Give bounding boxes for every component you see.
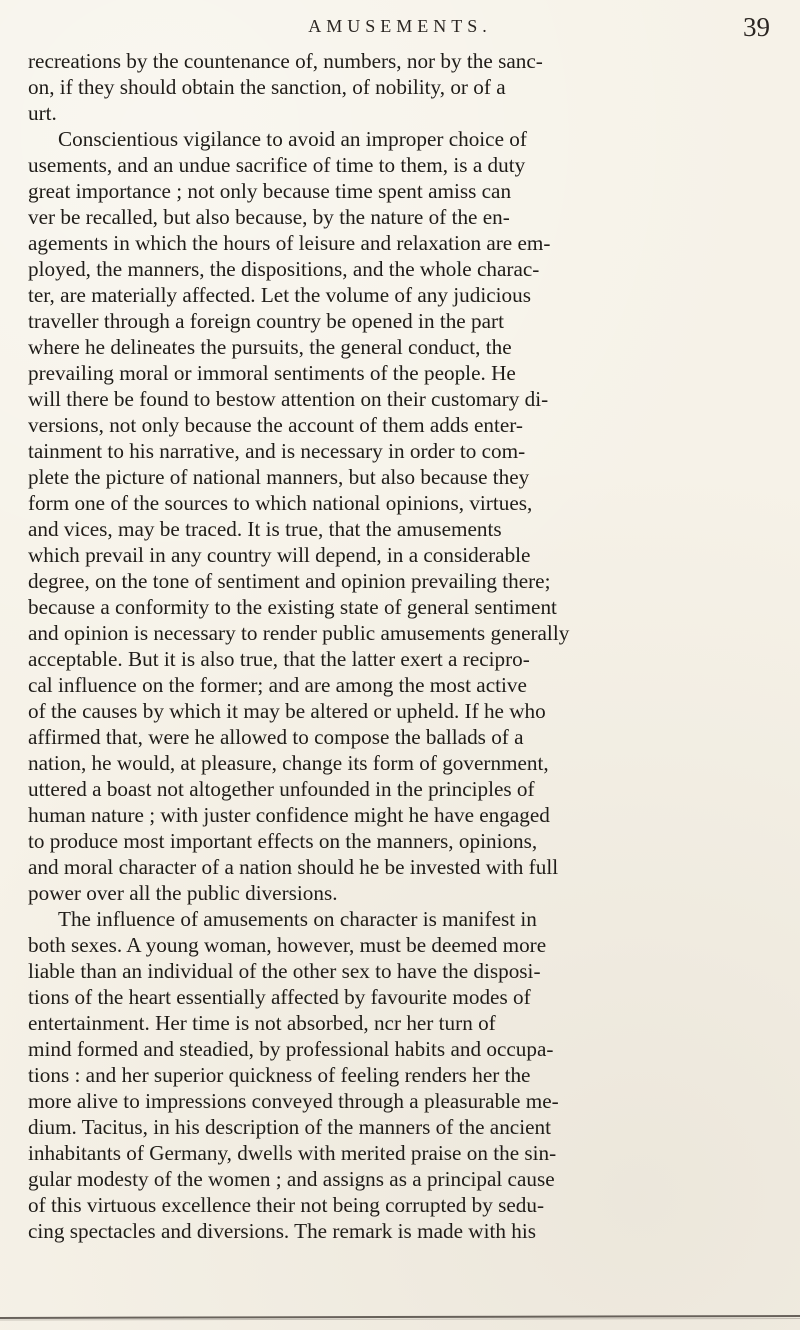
text-line: on, if they should obtain the sanction, of nobility, or of a xyxy=(28,75,506,99)
text-line: great importance ; not only because time spent amiss can xyxy=(28,179,512,203)
text-line: and moral character of a nation should he be invested with full xyxy=(28,855,559,879)
text-line: form one of the sources to which national opinions, virtues, xyxy=(28,491,533,515)
text-line: where he delineates the pursuits, the general conduct, the xyxy=(28,335,512,359)
text-line: nation, he would, at pleasure, change its form of government, xyxy=(28,751,549,775)
text-line: which prevail in any country will depend, in a considerable xyxy=(28,543,531,567)
text-line: acceptable. But it is also true, that the latter exert a recipro- xyxy=(28,647,530,671)
text-line: prevailing moral or immoral sentiments of the people. He xyxy=(28,361,516,385)
paragraph-start-line: Conscientious vigilance to avoid an improper choice of xyxy=(58,127,527,151)
text-line: uttered a boast not altogether unfounded in the principles of xyxy=(28,777,535,801)
text-line: of this virtuous excellence their not being corrupted by sedu- xyxy=(28,1193,545,1217)
text-line: agements in which the hours of leisure and relaxation are em- xyxy=(28,231,551,255)
text-line: and vices, may be traced. It is true, that the amusements xyxy=(28,517,502,541)
text-line: because a conformity to the existing state of general sentiment xyxy=(28,595,557,619)
text-line: mind formed and steadied, by professional habits and occupa- xyxy=(28,1037,554,1061)
text-line: cing spectacles and diversions. The remark is made with his xyxy=(28,1219,536,1243)
text-line: tainment to his narrative, and is necessary in order to com- xyxy=(28,439,526,463)
text-line: power over all the public diversions. xyxy=(28,881,338,905)
text-line: tions : and her superior quickness of feeling renders her the xyxy=(28,1063,531,1087)
text-line: plete the picture of national manners, but also because they xyxy=(28,465,530,489)
bottom-edge-rule xyxy=(0,1312,800,1322)
text-line: and opinion is necessary to render public amusements generally xyxy=(28,621,570,645)
text-line: urt. xyxy=(28,101,57,125)
text-line: dium. Tacitus, in his description of the manners of the ancient xyxy=(28,1115,551,1139)
text-line: human nature ; with juster confidence might he have engaged xyxy=(28,803,550,827)
paragraph-start-line: The influence of amusements on character is manifest in xyxy=(58,907,537,931)
text-line: to produce most important effects on the manners, opinions, xyxy=(28,829,538,853)
text-line: ter, are materially affected. Let the volume of any judicious xyxy=(28,283,531,307)
text-line: gular modesty of the women ; and assigns as a principal cause xyxy=(28,1167,555,1191)
text-line: ployed, the manners, the dispositions, and the whole charac- xyxy=(28,257,540,281)
text-line: tions of the heart essentially affected by favourite modes of xyxy=(28,985,531,1009)
text-line: degree, on the tone of sentiment and opinion prevailing there; xyxy=(28,569,551,593)
text-line: usements, and an undue sacrifice of time to them, is a duty xyxy=(28,153,526,177)
text-line: cal influence on the former; and are among the most active xyxy=(28,673,527,697)
text-line: of the causes by which it may be altered or upheld. If he who xyxy=(28,699,546,723)
text-line: entertainment. Her time is not absorbed, ncr her turn of xyxy=(28,1011,496,1035)
text-line: will there be found to bestow attention on their customary di- xyxy=(28,387,549,411)
running-title: AMUSEMENTS. xyxy=(308,16,492,36)
page-number: 39 xyxy=(743,12,770,42)
text-line: both sexes. A young woman, however, must be deemed more xyxy=(28,933,547,957)
text-line: affirmed that, were he allowed to compose the ballads of a xyxy=(28,725,524,749)
text-line: recreations by the countenance of, numbers, nor by the sanc- xyxy=(28,49,543,73)
running-head xyxy=(0,10,800,44)
text-line: inhabitants of Germany, dwells with merited praise on the sin- xyxy=(28,1141,557,1165)
text-line: liable than an individual of the other sex to have the disposi- xyxy=(28,959,541,983)
text-line: ver be recalled, but also because, by the nature of the en- xyxy=(28,205,510,229)
text-line: traveller through a foreign country be opened in the part xyxy=(28,309,504,333)
text-line: versions, not only because the account of them adds enter- xyxy=(28,413,523,437)
text-line: more alive to impressions conveyed through a pleasurable me- xyxy=(28,1089,559,1113)
body-text xyxy=(28,48,786,1244)
